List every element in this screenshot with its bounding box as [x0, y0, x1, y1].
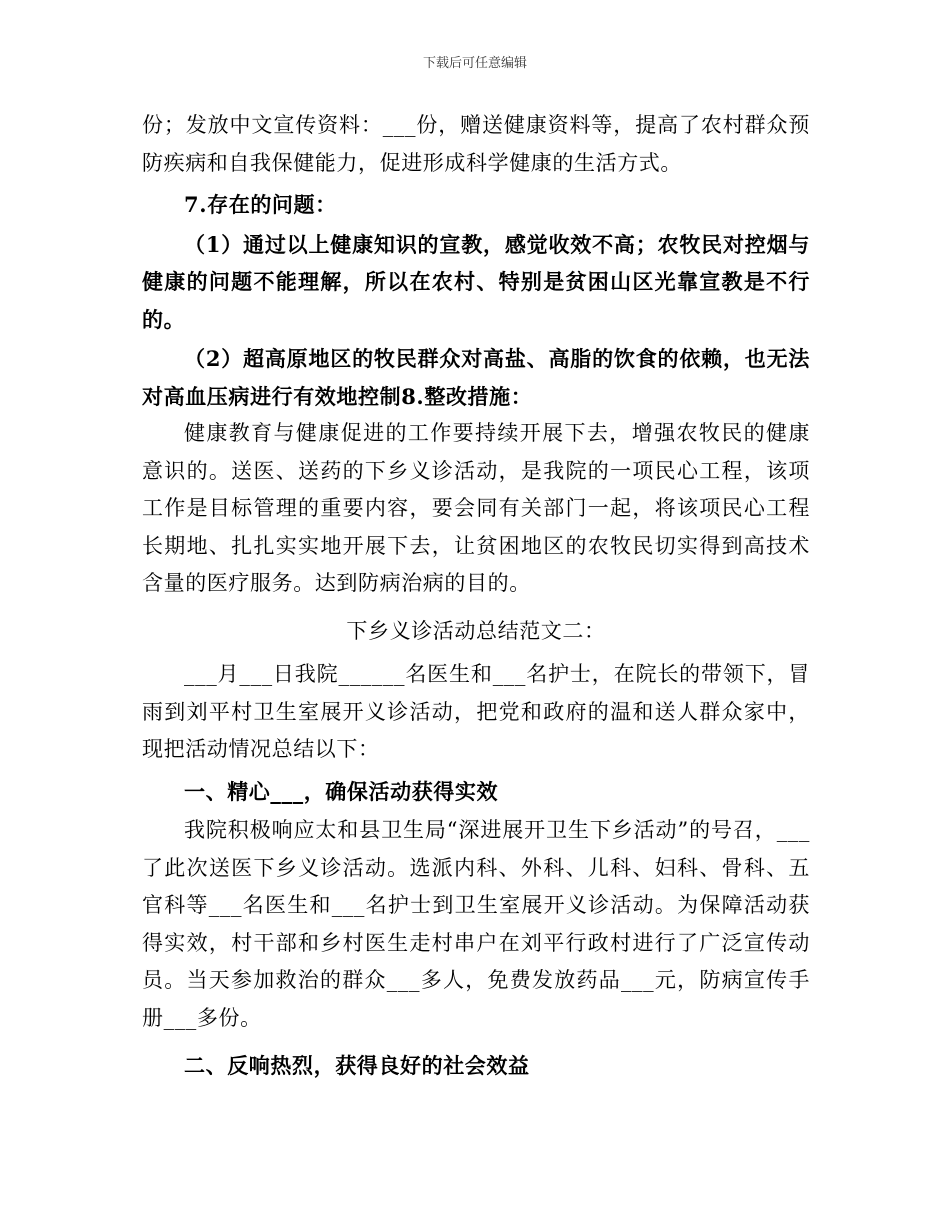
heading-problems: 7.存在的问题： [184, 192, 337, 217]
section-1-body: 我院积极响应太和县卫生局“深进展开卫生下乡活动”的号召，___了此次送医下乡义诊活动。选派内科、外科、儿科、妇科、骨科、五官科等___名医生和___名护士到卫生室展开义诊活动。为保障活动获得实效，村干部和乡村医生走村串户在刘平行政村进行了广泛宣传动员。当天参加救治的群众___多人，免费发放药品___元，防病宣传手册___多份。 [142, 818, 810, 1030]
document-body [142, 107, 810, 1085]
page-header: 下载后可任意编辑 [422, 56, 527, 71]
issue-2: （2）超高原地区的牧民群众对高盐、高脂的饮食的依赖，也无法对高血压病进行有效地控制8.整改措施： [142, 346, 810, 409]
intro-paragraph: ___月___日我院______名医生和___名护士，在院长的带领下，冒雨到刘平村卫生室展开义诊活动，把党和政府的温和送人群众家中，现把活动情况总结以下： [142, 662, 810, 761]
issue-1: （1）通过以上健康知识的宣教，感觉收效不高；农牧民对控烟与健康的问题不能理解，所以在农村、特别是贫困山区光靠宣教是不行的。 [142, 231, 810, 332]
section-title-2: 下乡义诊活动总结范文二： [346, 618, 606, 643]
paragraph-continued: 份；发放中文宣传资料：___份，赠送健康资料等，提高了农村群众预防疾病和自我保健能力，促进形成科学健康的生活方式。 [142, 113, 810, 175]
section-heading-2: 二、反响热烈，获得良好的社会效益 [184, 1053, 530, 1078]
measures-paragraph: 健康教育与健康促进的工作要持续开展下去，增强农牧民的健康意识的。送医、送药的下乡义诊活动，是我院的一项民心工程，该项工作是目标管理的重要内容，要会同有关部门一起，将该项民心工程长期地、扎扎实实地开展下去，让贫困地区的农牧民切实得到高技术含量的医疗服务。达到防病治病的目的。 [142, 421, 810, 595]
section-heading-1: 一、精心___，确保活动获得实效 [184, 778, 499, 804]
